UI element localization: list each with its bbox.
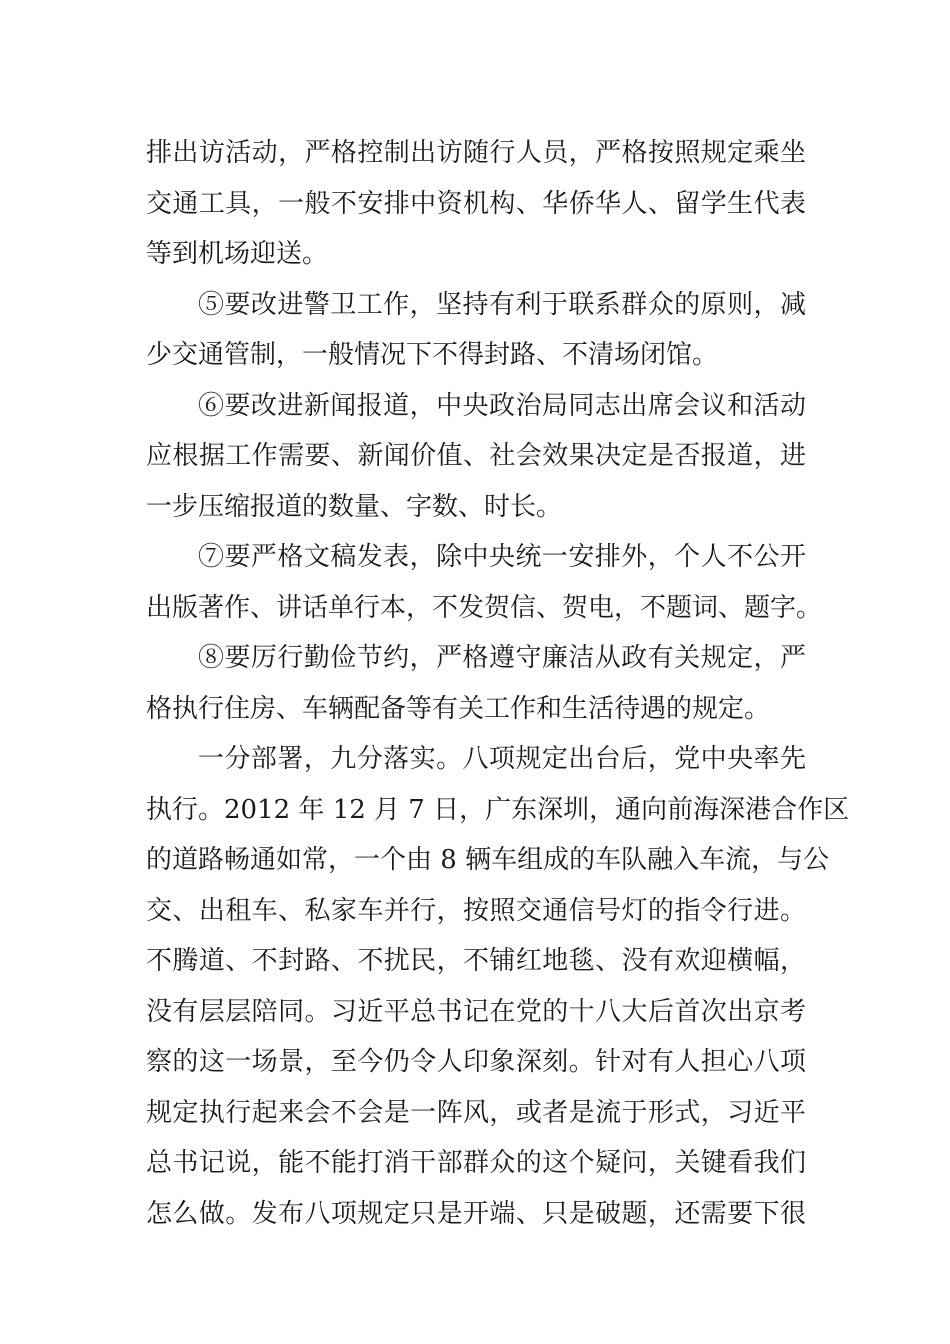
text-line: 怎么做。发布八项规定只是开端、只是破题，还需要下很 [146, 1198, 806, 1229]
text-line: 排出访活动，严格控制出访随行人员，严格按照规定乘坐 [146, 138, 806, 168]
text-line: 应根据工作需要、新闻价值、社会效果决定是否报道，进 [146, 441, 806, 471]
text-line: 的道路畅通如常，一个由 8 辆车组成的车队融入车流，与公 [146, 845, 830, 875]
text-line: 不腾道、不封路、不扰民，不铺红地毯、没有欢迎横幅， [146, 946, 806, 976]
text-line: ⑦要严格文稿发表，除中央统一安排外，个人不公开 [198, 542, 806, 572]
text-line: 交、出租车、私家车并行，按照交通信号灯的指令行进。 [146, 895, 806, 926]
text-line: ⑤要改进警卫工作，坚持有利于联系群众的原则，减 [198, 289, 806, 320]
text-line: 总书记说，能不能打消干部群众的这个疑问，关键看我们 [146, 1148, 806, 1178]
text-line: 格执行住房、车辆配备等有关工作和生活待遇的规定。 [146, 693, 771, 724]
text-line: 规定执行起来会不会是一阵风，或者是流于形式，习近平 [146, 1097, 806, 1128]
text-line: 出版著作、讲话单行本，不发贺信、贺电，不题词、题字。 [146, 592, 823, 623]
text-line: 一步压缩报道的数量、字数、时长。 [146, 491, 563, 522]
text-line: 察的这一场景，至今仍令人印象深刻。针对有人担心八项 [146, 1047, 806, 1077]
text-line: ⑧要厉行勤俭节约，严格遵守廉洁从政有关规定，严 [198, 643, 806, 673]
text-line: 没有层层陪同。习近平总书记在党的十八大后首次出京考 [146, 996, 806, 1027]
text-line: 执行。2012 年 12 月 7 日，广东深圳，通向前海深港合作区 [146, 794, 850, 825]
text-line: 等到机场迎送。 [146, 239, 329, 269]
text-line: 交通工具，一般不安排中资机构、华侨华人、留学生代表 [146, 188, 806, 219]
text-line: 少交通管制，一般情况下不得封路、不清场闭馆。 [146, 340, 719, 370]
text-line: 一分部署，九分落实。八项规定出台后，党中央率先 [198, 744, 806, 774]
text-line: ⑥要改进新闻报道，中央政治局同志出席会议和活动 [198, 390, 806, 421]
document-body [146, 128, 850, 1239]
